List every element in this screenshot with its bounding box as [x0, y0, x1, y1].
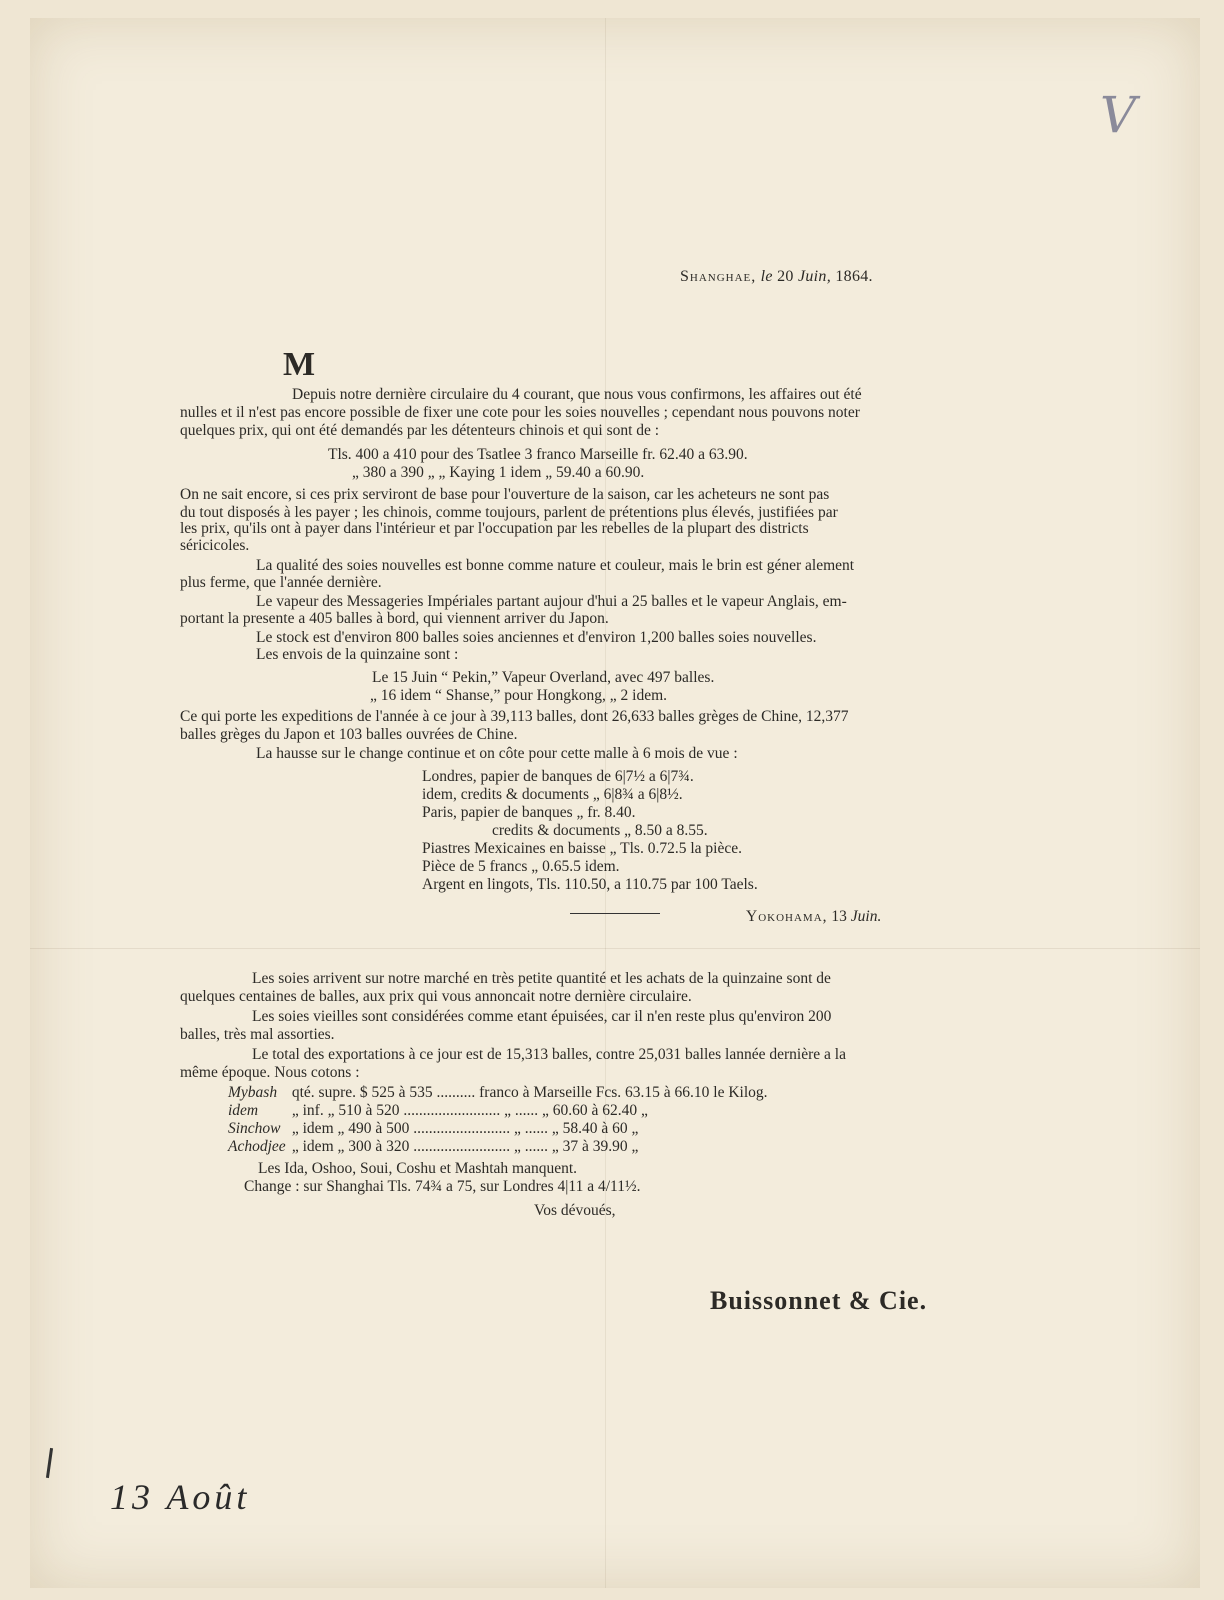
place-name: Shanghae,	[680, 268, 757, 285]
paper-fold	[30, 948, 1200, 949]
exchange-line-5: Piastres Mexicaines en baisse „ Tls. 0.72.5 la pièce.	[422, 840, 742, 857]
date-year: 1864.	[835, 268, 873, 285]
para-2-line-3: les prix, qu'ils ont à payer dans l'intérieur et par l'occupation par les rebelles de la plupart des districts	[180, 520, 809, 537]
exchange-line-7: Argent en lingots, Tls. 110.50, a 110.75 par 100 Taels.	[422, 876, 758, 893]
margin-mark	[46, 1448, 53, 1478]
quote-row	[228, 1138, 638, 1156]
para-1-line-3: quelques prix, qui ont été demandés par les détenteurs chinois et qui sont de :	[180, 422, 660, 439]
para-3-line-2: plus ferme, que l'année dernière.	[180, 574, 382, 591]
para-5: Le stock est d'environ 800 balles soies anciennes et d'environ 1,200 balles soies nouvelles.	[256, 629, 817, 646]
quote-row-values: „ idem „ 300 à 320 ......................... „ ...... „ 37 à 39.90 „	[291, 1138, 639, 1155]
quote-row-name: Sinchow	[228, 1120, 281, 1137]
yokohama-para-1-line-1: Les soies arrivent sur notre marché en très petite quantité et les achats de la quinzaine sont de	[252, 970, 831, 987]
quote-row-name: Achodjee	[228, 1138, 286, 1155]
para-6: Les envois de la quinzaine sont :	[256, 646, 459, 663]
quote-row-name: idem	[228, 1102, 259, 1119]
yokohama-place: Yokohama,	[746, 908, 828, 925]
shanghai-dateline	[680, 268, 873, 286]
shipment-1: Le 15 Juin “ Pekin,” Vapeur Overland, avec 497 balles.	[372, 669, 715, 686]
letter-page	[30, 18, 1200, 1588]
yokohama-para-2-line-2: balles, très mal assorties.	[180, 1026, 335, 1043]
yokohama-para-3-line-2: même époque. Nous cotons :	[180, 1064, 360, 1081]
para-2-line-2: du tout disposés à les payer ; les chinois, comme toujours, parlent de prétentions plus élevés, justifiées par	[180, 504, 838, 521]
change-line: Change : sur Shanghai Tls. 74¾ a 75, sur Londres 4|11 a 4/11½.	[244, 1178, 641, 1195]
section-divider	[570, 913, 660, 914]
quote-row	[228, 1120, 638, 1138]
yokohama-para-2-line-1: Les soies vieilles sont considérées comme etant épuisées, car il n'en reste plus qu'environ 200	[252, 1008, 832, 1025]
yokohama-dateline	[746, 908, 881, 926]
exchange-line-1: Londres, papier de banques de 6|7½ a 6|7¾.	[422, 768, 694, 785]
para-7-line-1: Ce qui porte les expeditions de l'année à ce jour à 39,113 balles, dont 26,633 balles grèges de Chine, 12,377	[180, 708, 849, 725]
yokohama-day: 13	[831, 908, 847, 925]
para-1-line-2: nulles et il n'est pas encore possible de fixer une cote pour les soies nouvelles ; cependant nous pouvons noter	[180, 404, 860, 421]
quote-row	[228, 1084, 768, 1102]
closing-line: Vos dévoués,	[534, 1202, 616, 1219]
quote-row-name: Mybash	[228, 1084, 278, 1101]
date-day: 20	[777, 268, 794, 285]
yokohama-para-1-line-2: quelques centaines de balles, aux prix qui vous annoncait notre dernière circulaire.	[180, 988, 692, 1005]
para-8: La hausse sur le change continue et on côte pour cette malle à 6 mois de vue :	[256, 745, 738, 762]
price-line-1: Tls. 400 a 410 pour des Tsatlee 3 franco Marseille fr. 62.40 a 63.90.	[328, 446, 748, 463]
exchange-line-3: Paris, papier de banques „ fr. 8.40.	[422, 804, 636, 821]
para-4-line-2: portant la presente a 405 balles à bord, qui viennent arriver du Japon.	[180, 610, 609, 627]
shipment-2: „ 16 idem “ Shanse,” pour Hongkong, „ 2 idem.	[370, 687, 668, 704]
exchange-line-6: Pièce de 5 francs „ 0.65.5 idem.	[422, 858, 620, 875]
para-2-line-1: On ne sait encore, si ces prix serviront de base pour l'ouverture de la saison, car les acheteurs ne sont pas	[180, 486, 830, 503]
signature: Buissonnet & Cie.	[710, 1286, 928, 1315]
para-4-line-1: Le vapeur des Messageries Impériales partant aujour d'hui a 25 balles et le vapeur Anglais, em-	[256, 593, 847, 610]
corner-mark: V	[1100, 86, 1137, 144]
yokohama-para-3-line-1: Le total des exportations à ce jour est de 15,313 balles, contre 25,031 balles lannée dernière a la	[252, 1046, 846, 1063]
yokohama-month: Juin.	[850, 908, 882, 925]
handwritten-note: 13 Août	[110, 1477, 251, 1517]
price-line-2: „ 380 a 390 „ „ Kaying 1 idem „ 59.40 a 60.90.	[352, 464, 645, 481]
missing-silks-line: Les Ida, Oshoo, Soui, Coshu et Mashtah manquent.	[258, 1160, 578, 1177]
exchange-line-2: idem, credits & documents „ 6|8¾ a 6|8½.	[422, 786, 683, 803]
quote-row-values: „ idem „ 490 à 500 ......................... „ ...... „ 58.40 à 60 „	[291, 1120, 639, 1137]
date-prefix: le	[760, 268, 773, 285]
para-7-line-2: balles grèges du Japon et 103 balles ouvrées de Chine.	[180, 726, 518, 743]
quote-row-values: „ inf. „ 510 à 520 ......................... „ ...... „ 60.60 à 62.40 „	[291, 1102, 648, 1119]
quote-row	[228, 1102, 648, 1120]
para-2-line-4: séricicoles.	[180, 537, 250, 554]
salutation: M	[283, 346, 316, 383]
quote-row-values: qté. supre. $ 525 à 535 .......... franco à Marseille Fcs. 63.15 à 66.10 le Kilog.	[291, 1084, 768, 1101]
date-month: Juin,	[797, 268, 832, 285]
exchange-line-4: credits & documents „ 8.50 a 8.55.	[492, 822, 708, 839]
para-3-line-1: La qualité des soies nouvelles est bonne comme nature et couleur, mais le brin est géner alement	[256, 557, 855, 574]
para-1-line-1: Depuis notre dernière circulaire du 4 courant, que nous vous confirmons, les affaires out été	[292, 386, 862, 403]
